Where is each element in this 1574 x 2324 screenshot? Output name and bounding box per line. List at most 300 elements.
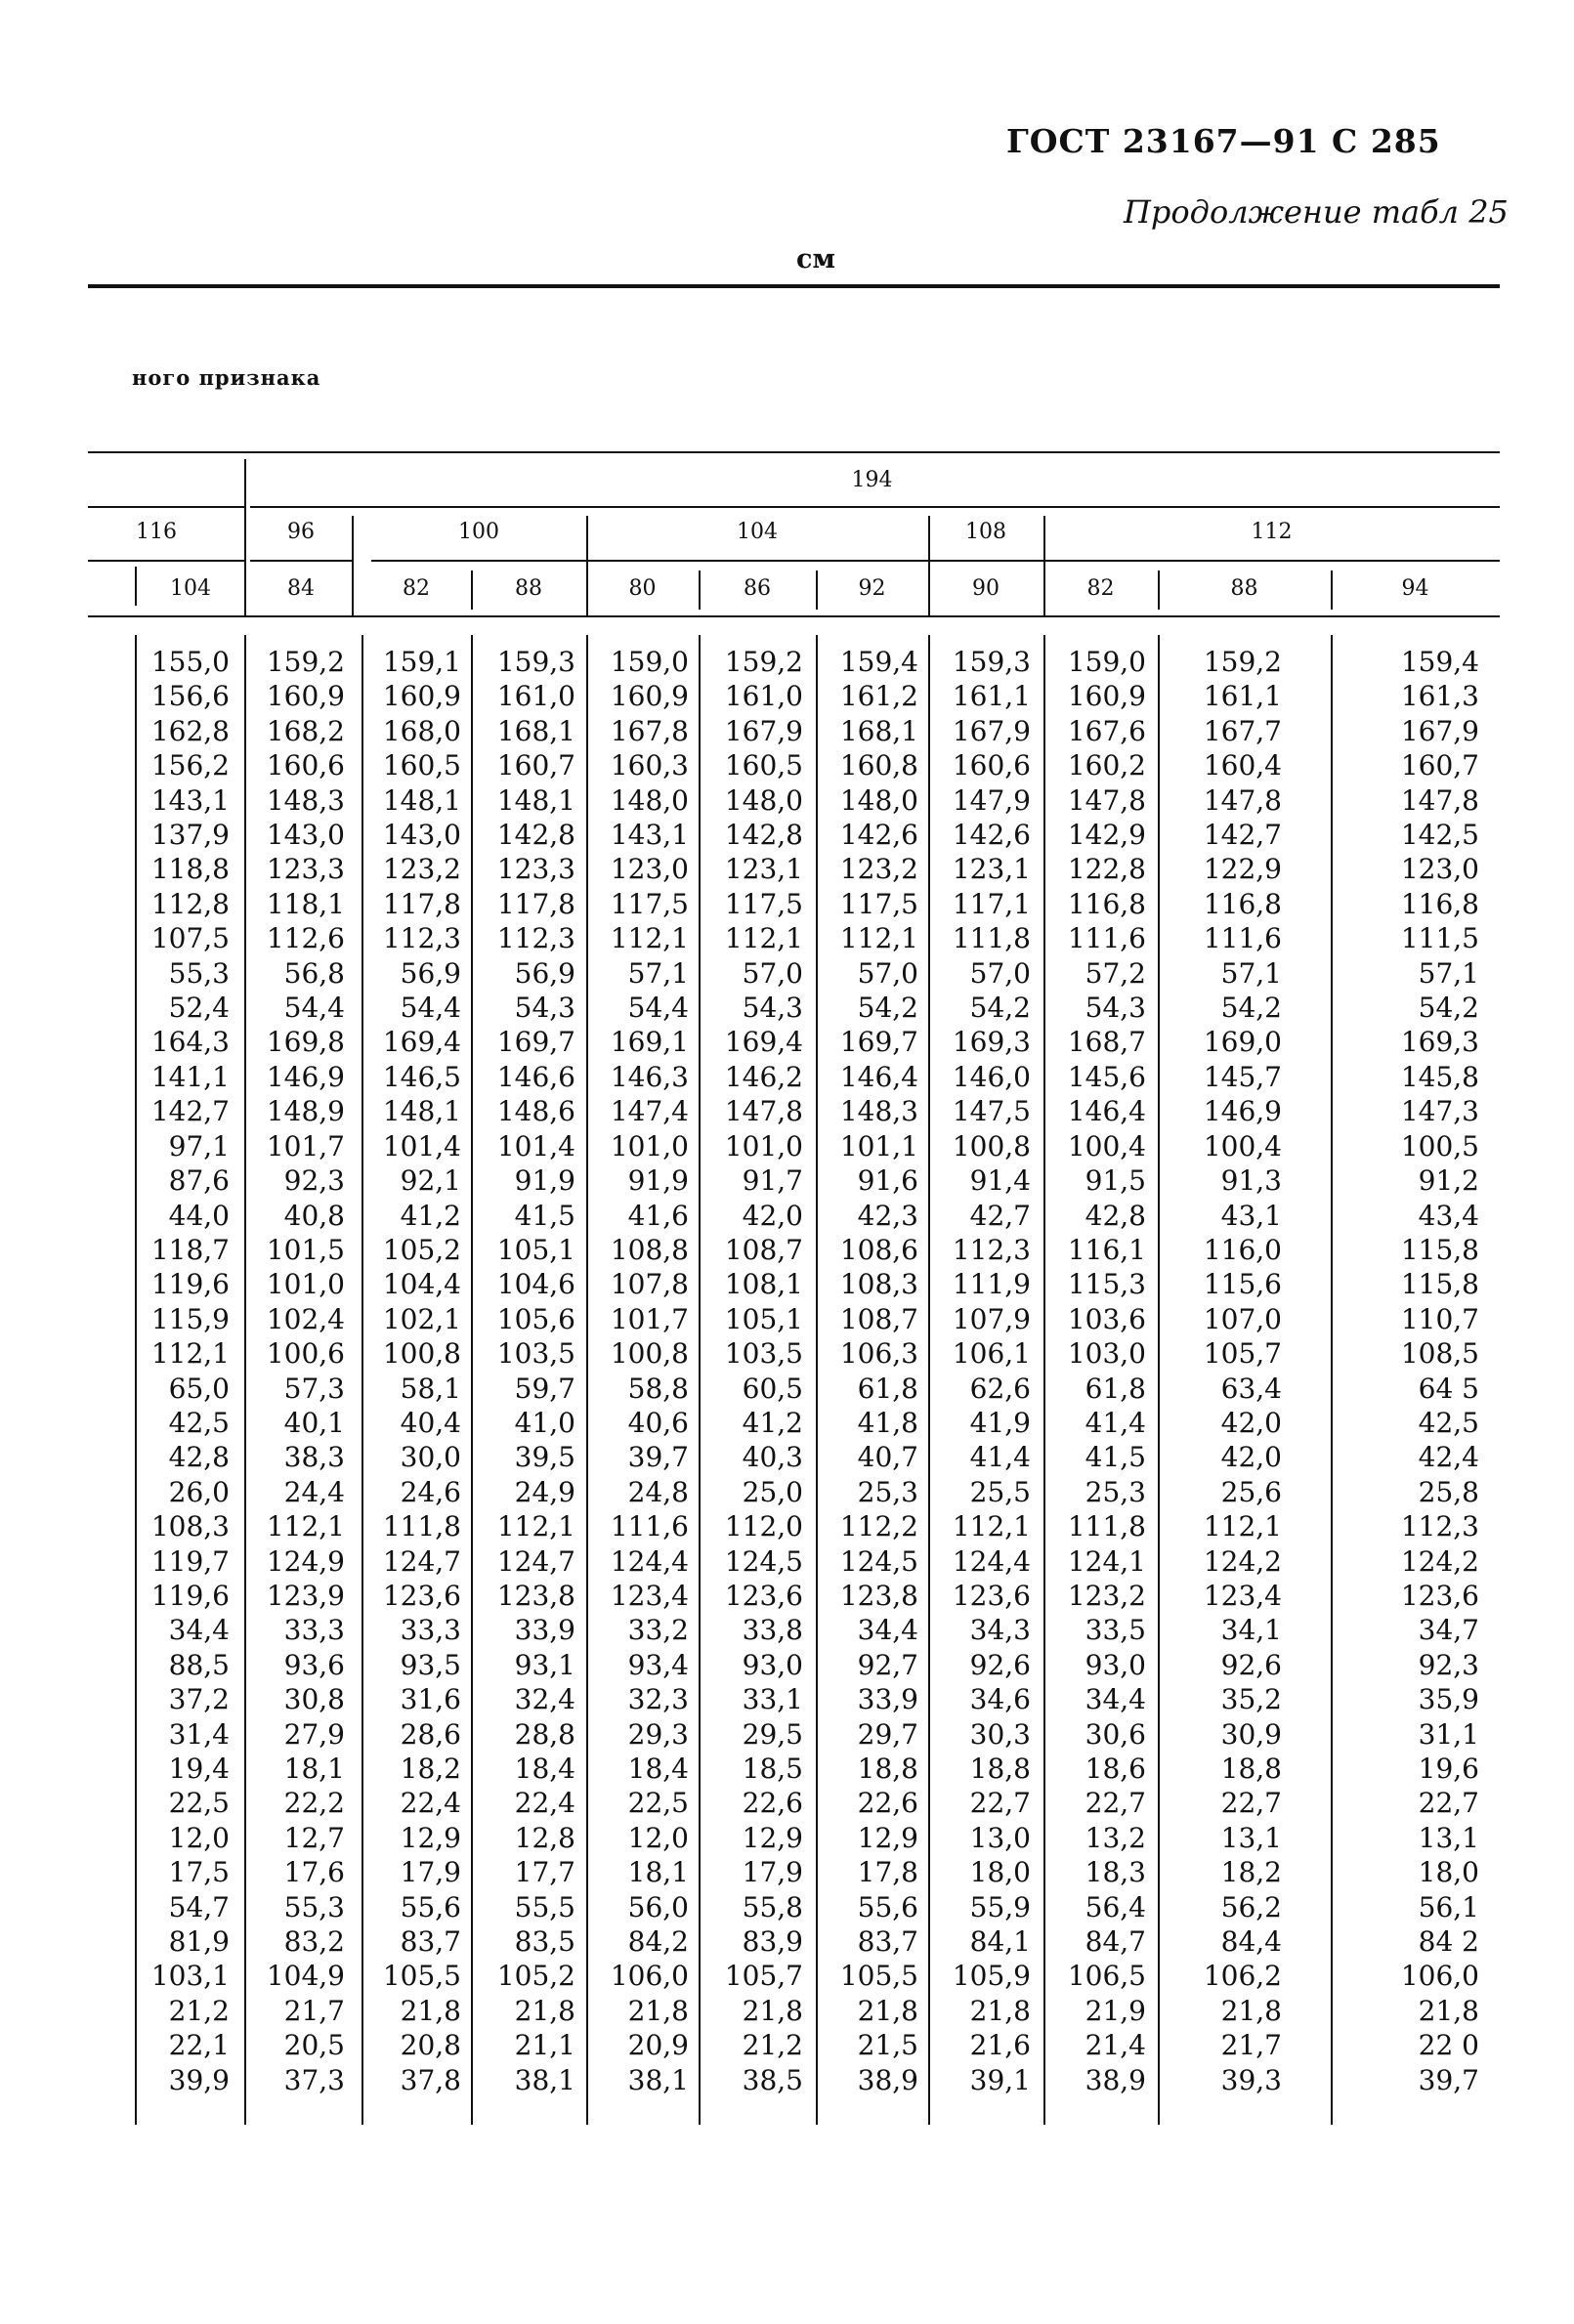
table-cell: 112,1 bbox=[496, 1510, 575, 1543]
table-cell: 169,4 bbox=[724, 1026, 803, 1059]
head-rule-3e bbox=[1046, 560, 1500, 562]
table-cell: 169,1 bbox=[610, 1026, 689, 1059]
table-cell: 112,1 bbox=[150, 1337, 230, 1371]
table-cell: 30,8 bbox=[283, 1683, 345, 1716]
table-cell: 148,0 bbox=[839, 783, 918, 817]
table-cell: 12,9 bbox=[742, 1821, 803, 1854]
table-cell: 148,0 bbox=[724, 783, 803, 817]
table-cell: 137,9 bbox=[150, 819, 230, 852]
table-cell: 39,7 bbox=[1418, 2063, 1479, 2096]
table-cell: 56,8 bbox=[283, 956, 345, 990]
table-cell: 22,2 bbox=[283, 1787, 345, 1820]
table-cell: 117,8 bbox=[496, 887, 575, 920]
table-cell: 22,7 bbox=[1085, 1787, 1146, 1820]
table-cell: 147,3 bbox=[1400, 1095, 1479, 1128]
table-cell: 57,3 bbox=[283, 1372, 345, 1405]
table-cell: 111,5 bbox=[1400, 922, 1479, 955]
table-cell: 147,8 bbox=[724, 1095, 803, 1128]
table-cell: 38,1 bbox=[514, 2063, 575, 2096]
table-cell: 33,3 bbox=[400, 1614, 461, 1647]
table-cell: 123,6 bbox=[952, 1579, 1031, 1612]
table-cell: 52,4 bbox=[168, 992, 230, 1025]
table-cell: 117,5 bbox=[839, 887, 918, 920]
table-cell: 146,9 bbox=[266, 1060, 345, 1093]
table-cell: 29,5 bbox=[742, 1717, 803, 1751]
table-cell: 100,8 bbox=[610, 1337, 689, 1371]
table-cell: 169,3 bbox=[952, 1026, 1031, 1059]
table-cell: 119,7 bbox=[150, 1544, 230, 1578]
table-cell: 117,5 bbox=[724, 887, 803, 920]
table-cell: 42,8 bbox=[168, 1441, 230, 1474]
head-rule-1 bbox=[88, 451, 1500, 453]
table-cell: 34,1 bbox=[1220, 1614, 1282, 1647]
table-cell: 56,4 bbox=[1085, 1890, 1146, 1923]
table-cell: 25,8 bbox=[1418, 1475, 1479, 1508]
table-cell: 22 0 bbox=[1418, 2029, 1479, 2062]
table-cell: 107,8 bbox=[610, 1268, 689, 1301]
table-cell: 148,9 bbox=[266, 1095, 345, 1128]
column-100-82 bbox=[363, 645, 461, 2097]
table-cell: 92,1 bbox=[400, 1164, 461, 1198]
table-cell: 112,6 bbox=[266, 922, 345, 955]
table-cell: 160,8 bbox=[839, 749, 918, 782]
table-cell: 18,1 bbox=[627, 1856, 689, 1889]
table-cell: 123,3 bbox=[266, 853, 345, 886]
table-cell: 100,8 bbox=[382, 1337, 461, 1371]
table-cell: 106,3 bbox=[839, 1337, 918, 1371]
table-cell: 65,0 bbox=[168, 1372, 230, 1405]
table-cell: 17,5 bbox=[168, 1856, 230, 1889]
table-cell: 103,0 bbox=[1067, 1337, 1146, 1371]
table-cell: 91,9 bbox=[627, 1164, 689, 1198]
table-cell: 124,4 bbox=[610, 1544, 689, 1578]
table-cell: 13,1 bbox=[1220, 1821, 1282, 1854]
table-cell: 146,6 bbox=[496, 1060, 575, 1093]
table-cell: 148,1 bbox=[496, 783, 575, 817]
table-cell: 142,6 bbox=[952, 819, 1031, 852]
table-cell: 159,2 bbox=[266, 646, 345, 678]
table-cell: 91,9 bbox=[514, 1164, 575, 1198]
column-104-92 bbox=[818, 645, 918, 2097]
table-cell: 42,5 bbox=[1418, 1406, 1479, 1439]
table-cell: 12,8 bbox=[514, 1821, 575, 1854]
table-cell: 100,4 bbox=[1203, 1129, 1282, 1162]
table-cell: 108,3 bbox=[150, 1510, 230, 1543]
table-cell: 124,5 bbox=[724, 1544, 803, 1578]
table-cell: 111,8 bbox=[1067, 1510, 1146, 1543]
table-cell: 87,6 bbox=[168, 1164, 230, 1198]
table-cell: 111,6 bbox=[1203, 922, 1282, 955]
table-cell: 83,7 bbox=[857, 1925, 918, 1959]
table-cell: 93,0 bbox=[1085, 1648, 1146, 1681]
table-cell: 116,8 bbox=[1067, 887, 1146, 920]
table-cell: 13,2 bbox=[1085, 1821, 1146, 1854]
table-cell: 17,8 bbox=[857, 1856, 918, 1889]
table-cell: 168,1 bbox=[496, 714, 575, 747]
table-cell: 168,7 bbox=[1067, 1026, 1146, 1059]
table-cell: 108,7 bbox=[724, 1233, 803, 1266]
table-cell: 17,9 bbox=[742, 1856, 803, 1889]
table-cell: 24,4 bbox=[283, 1475, 345, 1508]
table-cell: 108,6 bbox=[839, 1233, 918, 1266]
table-cell: 148,1 bbox=[382, 783, 461, 817]
table-cell: 123,4 bbox=[1203, 1579, 1282, 1612]
table-cell: 105,5 bbox=[839, 1960, 918, 1993]
head-rule-2a bbox=[88, 506, 244, 508]
table-cell: 13,0 bbox=[969, 1821, 1031, 1854]
table-cell: 167,9 bbox=[952, 714, 1031, 747]
table-cell: 38,5 bbox=[742, 2063, 803, 2096]
table-cell: 101,0 bbox=[724, 1129, 803, 1162]
table-cell: 22,6 bbox=[742, 1787, 803, 1820]
table-cell: 117,1 bbox=[952, 887, 1031, 920]
table-cell: 101,4 bbox=[382, 1129, 461, 1162]
table-cell: 147,5 bbox=[952, 1095, 1031, 1128]
table-cell: 105,5 bbox=[382, 1960, 461, 1993]
table-cell: 21,2 bbox=[168, 1994, 230, 2027]
table-cell: 21,8 bbox=[742, 1994, 803, 2027]
head-104: 104 bbox=[737, 520, 778, 544]
table-cell: 124,2 bbox=[1203, 1544, 1282, 1578]
table-cell: 12,9 bbox=[400, 1821, 461, 1854]
table-cell: 41,2 bbox=[742, 1406, 803, 1439]
table-cell: 18,4 bbox=[627, 1753, 689, 1785]
table-cell: 143,1 bbox=[150, 783, 230, 817]
table-cell: 18,5 bbox=[742, 1753, 803, 1785]
table-cell: 142,8 bbox=[496, 819, 575, 852]
table-cell: 42,7 bbox=[969, 1199, 1031, 1232]
table-cell: 160,7 bbox=[1400, 749, 1479, 782]
table-cell: 54,7 bbox=[168, 1890, 230, 1923]
table-cell: 105,1 bbox=[724, 1302, 803, 1335]
table-cell: 118,7 bbox=[150, 1233, 230, 1266]
table-cell: 112,0 bbox=[724, 1510, 803, 1543]
table-cell: 112,3 bbox=[1400, 1510, 1479, 1543]
table-cell: 58,1 bbox=[400, 1372, 461, 1405]
table-cell: 92,3 bbox=[283, 1164, 345, 1198]
table-cell: 39,1 bbox=[969, 2063, 1031, 2096]
table-cell: 141,1 bbox=[150, 1060, 230, 1093]
table-cell: 12,0 bbox=[168, 1821, 230, 1854]
table-cell: 115,3 bbox=[1067, 1268, 1146, 1301]
head-104b: 104 bbox=[170, 576, 211, 601]
table-cell: 160,5 bbox=[382, 749, 461, 782]
table-cell: 116,8 bbox=[1400, 887, 1479, 920]
table-cell: 38,1 bbox=[627, 2063, 689, 2096]
table-cell: 146,9 bbox=[1203, 1095, 1282, 1128]
table-cell: 108,1 bbox=[724, 1268, 803, 1301]
table-cell: 42,4 bbox=[1418, 1441, 1479, 1474]
table-cell: 115,8 bbox=[1400, 1233, 1479, 1266]
table-cell: 105,1 bbox=[496, 1233, 575, 1266]
table-cell: 22,5 bbox=[627, 1787, 689, 1820]
table-cell: 115,9 bbox=[150, 1302, 230, 1335]
table-cell: 142,6 bbox=[839, 819, 918, 852]
table-cell: 41,2 bbox=[400, 1199, 461, 1232]
table-cell: 18,8 bbox=[1220, 1753, 1282, 1785]
head-rule-3d bbox=[941, 560, 1046, 562]
table-cell: 55,9 bbox=[969, 1890, 1031, 1923]
column-104-80 bbox=[588, 645, 689, 2097]
table-cell: 40,7 bbox=[857, 1441, 918, 1474]
table-cell: 169,7 bbox=[496, 1026, 575, 1059]
table-cell: 118,8 bbox=[150, 853, 230, 886]
table-cell: 142,7 bbox=[150, 1095, 230, 1128]
table-cell: 116,0 bbox=[1203, 1233, 1282, 1266]
table-cell: 145,7 bbox=[1203, 1060, 1282, 1093]
table-cell: 160,2 bbox=[1067, 749, 1146, 782]
table-cell: 19,6 bbox=[1418, 1753, 1479, 1785]
table-cell: 91,4 bbox=[969, 1164, 1031, 1198]
table-cell: 17,9 bbox=[400, 1856, 461, 1889]
table-cell: 101,5 bbox=[266, 1233, 345, 1266]
table-cell: 21,6 bbox=[969, 2029, 1031, 2062]
table-cell: 155,0 bbox=[150, 646, 230, 678]
table-cell: 104,9 bbox=[266, 1960, 345, 1993]
head-96: 96 bbox=[287, 520, 315, 544]
table-cell: 21,8 bbox=[857, 1994, 918, 2027]
table-cell: 30,3 bbox=[969, 1717, 1031, 1751]
table-cell: 18,8 bbox=[857, 1753, 918, 1785]
head-82: 82 bbox=[403, 576, 430, 601]
table-cell: 41,8 bbox=[857, 1406, 918, 1439]
table-cell: 81,9 bbox=[168, 1925, 230, 1959]
table-cell: 21,1 bbox=[514, 2029, 575, 2062]
table-cell: 164,3 bbox=[150, 1026, 230, 1059]
table-cell: 91,3 bbox=[1220, 1164, 1282, 1198]
table-cell: 107,9 bbox=[952, 1302, 1031, 1335]
table-cell: 115,6 bbox=[1203, 1268, 1282, 1301]
table-cell: 112,1 bbox=[839, 922, 918, 955]
table-cell: 159,1 bbox=[382, 646, 461, 678]
table-cell: 112,1 bbox=[952, 1510, 1031, 1543]
table-cell: 92,3 bbox=[1418, 1648, 1479, 1681]
table-cell: 22,1 bbox=[168, 2029, 230, 2062]
table-cell: 21,8 bbox=[969, 1994, 1031, 2027]
table-cell: 123,6 bbox=[1400, 1579, 1479, 1612]
table-cell: 101,0 bbox=[266, 1268, 345, 1301]
table-cell: 40,3 bbox=[742, 1441, 803, 1474]
table-cell: 169,3 bbox=[1400, 1026, 1479, 1059]
table-cell: 24,9 bbox=[514, 1475, 575, 1508]
table-cell: 20,8 bbox=[400, 2029, 461, 2062]
table-cell: 147,8 bbox=[1067, 783, 1146, 817]
head-rule-3c bbox=[371, 560, 941, 562]
table-cell: 54,2 bbox=[969, 992, 1031, 1025]
table-cell: 167,8 bbox=[610, 714, 689, 747]
table-cell: 54,3 bbox=[514, 992, 575, 1025]
table-cell: 111,6 bbox=[1067, 922, 1146, 955]
table-cell: 64 5 bbox=[1418, 1372, 1479, 1405]
table-cell: 161,0 bbox=[724, 680, 803, 713]
table-cell: 28,8 bbox=[514, 1717, 575, 1751]
table-cell: 57,1 bbox=[1220, 956, 1282, 990]
table-cell: 122,9 bbox=[1203, 853, 1282, 886]
table-cell: 32,3 bbox=[627, 1683, 689, 1716]
table-cell: 18,6 bbox=[1085, 1753, 1146, 1785]
table-cell: 124,2 bbox=[1400, 1544, 1479, 1578]
table-cell: 21,2 bbox=[742, 2029, 803, 2062]
table-cell: 142,5 bbox=[1400, 819, 1479, 852]
table-cell: 18,0 bbox=[1418, 1856, 1479, 1889]
table-cell: 148,0 bbox=[610, 783, 689, 817]
table-cell: 25,3 bbox=[1085, 1475, 1146, 1508]
table-cell: 103,1 bbox=[150, 1960, 230, 1993]
table-cell: 27,9 bbox=[283, 1717, 345, 1751]
table-cell: 54,4 bbox=[400, 992, 461, 1025]
table-cell: 17,6 bbox=[283, 1856, 345, 1889]
table-cell: 119,6 bbox=[150, 1268, 230, 1301]
table-cell: 22,7 bbox=[1220, 1787, 1282, 1820]
head-88: 88 bbox=[515, 576, 542, 601]
table-cell: 119,6 bbox=[150, 1579, 230, 1612]
table-cell: 123,2 bbox=[839, 853, 918, 886]
table-cell: 41,5 bbox=[514, 1199, 575, 1232]
table-cell: 59,7 bbox=[514, 1372, 575, 1405]
table-cell: 117,5 bbox=[610, 887, 689, 920]
table-cell: 116,8 bbox=[1203, 887, 1282, 920]
table-cell: 115,8 bbox=[1400, 1268, 1479, 1301]
table-cell: 111,6 bbox=[610, 1510, 689, 1543]
table-cell: 54,4 bbox=[283, 992, 345, 1025]
table-cell: 105,2 bbox=[382, 1233, 461, 1266]
table-cell: 57,0 bbox=[857, 956, 918, 990]
table-cell: 91,5 bbox=[1085, 1164, 1146, 1198]
table-cell: 33,2 bbox=[627, 1614, 689, 1647]
table-cell: 22,7 bbox=[1418, 1787, 1479, 1820]
table-cell: 55,5 bbox=[514, 1890, 575, 1923]
table-cell: 21,8 bbox=[514, 1994, 575, 2027]
table-cell: 92,6 bbox=[969, 1648, 1031, 1681]
table-cell: 124,1 bbox=[1067, 1544, 1146, 1578]
table-cell: 84 2 bbox=[1418, 1925, 1479, 1959]
table-cell: 100,4 bbox=[1067, 1129, 1146, 1162]
head-194: 194 bbox=[851, 468, 893, 492]
table-cell: 18,4 bbox=[514, 1753, 575, 1785]
table-cell: 105,6 bbox=[496, 1302, 575, 1335]
table-cell: 41,5 bbox=[1085, 1441, 1146, 1474]
table-cell: 21,8 bbox=[400, 1994, 461, 2027]
table-cell: 54,3 bbox=[1085, 992, 1146, 1025]
table-cell: 106,2 bbox=[1203, 1960, 1282, 1993]
table-cell: 21,4 bbox=[1085, 2029, 1146, 2062]
table-cell: 124,7 bbox=[496, 1544, 575, 1578]
table-cell: 24,6 bbox=[400, 1475, 461, 1508]
table-cell: 161,1 bbox=[952, 680, 1031, 713]
table-cell: 55,3 bbox=[168, 956, 230, 990]
table-cell: 160,9 bbox=[610, 680, 689, 713]
table-cell: 40,6 bbox=[627, 1406, 689, 1439]
table-cell: 147,8 bbox=[1400, 783, 1479, 817]
table-cell: 41,4 bbox=[969, 1441, 1031, 1474]
table-cell: 30,9 bbox=[1220, 1717, 1282, 1751]
table-cell: 38,9 bbox=[857, 2063, 918, 2096]
table-cell: 39,5 bbox=[514, 1441, 575, 1474]
table-cell: 117,8 bbox=[382, 887, 461, 920]
table-cell: 22,4 bbox=[400, 1787, 461, 1820]
table-cell: 12,7 bbox=[283, 1821, 345, 1854]
table-cell: 97,1 bbox=[168, 1129, 230, 1162]
table-cell: 55,6 bbox=[400, 1890, 461, 1923]
table-cell: 101,1 bbox=[839, 1129, 918, 1162]
table-cell: 107,5 bbox=[150, 922, 230, 955]
table-cell: 169,7 bbox=[839, 1026, 918, 1059]
table-cell: 21,5 bbox=[857, 2029, 918, 2062]
table-cell: 112,2 bbox=[839, 1510, 918, 1543]
table-cell: 108,5 bbox=[1400, 1337, 1479, 1371]
table-cell: 25,6 bbox=[1220, 1475, 1282, 1508]
table-cell: 122,8 bbox=[1067, 853, 1146, 886]
table-cell: 13,1 bbox=[1418, 1821, 1479, 1854]
table-cell: 54,4 bbox=[627, 992, 689, 1025]
table-cell: 112,3 bbox=[952, 1233, 1031, 1266]
table-cell: 56,2 bbox=[1220, 1890, 1282, 1923]
table-cell: 33,8 bbox=[742, 1614, 803, 1647]
table-cell: 91,2 bbox=[1418, 1164, 1479, 1198]
table-cell: 21,8 bbox=[1220, 1994, 1282, 2027]
table-cell: 103,5 bbox=[724, 1337, 803, 1371]
table-cell: 18,3 bbox=[1085, 1856, 1146, 1889]
table-cell: 35,9 bbox=[1418, 1683, 1479, 1716]
table-cell: 20,9 bbox=[627, 2029, 689, 2062]
table-cell: 12,0 bbox=[627, 1821, 689, 1854]
table-cell: 107,0 bbox=[1203, 1302, 1282, 1335]
table-cell: 56,9 bbox=[400, 956, 461, 990]
table-cell: 123,0 bbox=[1400, 853, 1479, 886]
table-cell: 101,7 bbox=[266, 1129, 345, 1162]
table-cell: 40,4 bbox=[400, 1406, 461, 1439]
table-cell: 110,7 bbox=[1400, 1302, 1479, 1335]
table-cell: 91,6 bbox=[857, 1164, 918, 1198]
column-112-88 bbox=[1160, 645, 1282, 2097]
table-cell: 54,2 bbox=[1220, 992, 1282, 1025]
table-cell: 26,0 bbox=[168, 1475, 230, 1508]
table-cell: 123,8 bbox=[496, 1579, 575, 1612]
table-cell: 124,9 bbox=[266, 1544, 345, 1578]
head-92: 92 bbox=[858, 576, 886, 601]
table-cell: 56,1 bbox=[1418, 1890, 1479, 1923]
head-80: 80 bbox=[628, 576, 657, 601]
table-cell: 84,2 bbox=[627, 1925, 689, 1959]
table-cell: 123,6 bbox=[382, 1579, 461, 1612]
table-cell: 124,7 bbox=[382, 1544, 461, 1578]
table-cell: 42,0 bbox=[742, 1199, 803, 1232]
table-cell: 42,0 bbox=[1220, 1441, 1282, 1474]
table-cell: 106,1 bbox=[952, 1337, 1031, 1371]
column-112-94 bbox=[1333, 645, 1479, 2097]
table-cell: 142,9 bbox=[1067, 819, 1146, 852]
table-cell: 159,0 bbox=[610, 646, 689, 678]
table-cell: 143,0 bbox=[382, 819, 461, 852]
table-cell: 159,4 bbox=[1400, 646, 1479, 678]
table-cell: 33,9 bbox=[514, 1614, 575, 1647]
table-cell: 160,5 bbox=[724, 749, 803, 782]
table-cell: 100,8 bbox=[952, 1129, 1031, 1162]
table-cell: 63,4 bbox=[1220, 1372, 1282, 1405]
table-cell: 22,6 bbox=[857, 1787, 918, 1820]
head-86: 86 bbox=[744, 576, 771, 601]
table-cell: 56,0 bbox=[627, 1890, 689, 1923]
table-cell: 123,0 bbox=[610, 853, 689, 886]
table-cell: 18,2 bbox=[1220, 1856, 1282, 1889]
table-cell: 146,4 bbox=[839, 1060, 918, 1093]
table-cell: 111,9 bbox=[952, 1268, 1031, 1301]
head-112: 112 bbox=[1251, 520, 1293, 544]
table-cell: 169,8 bbox=[266, 1026, 345, 1059]
table-cell: 105,7 bbox=[724, 1960, 803, 1993]
table-cell: 19,4 bbox=[168, 1753, 230, 1785]
column-96-84 bbox=[247, 645, 345, 2097]
